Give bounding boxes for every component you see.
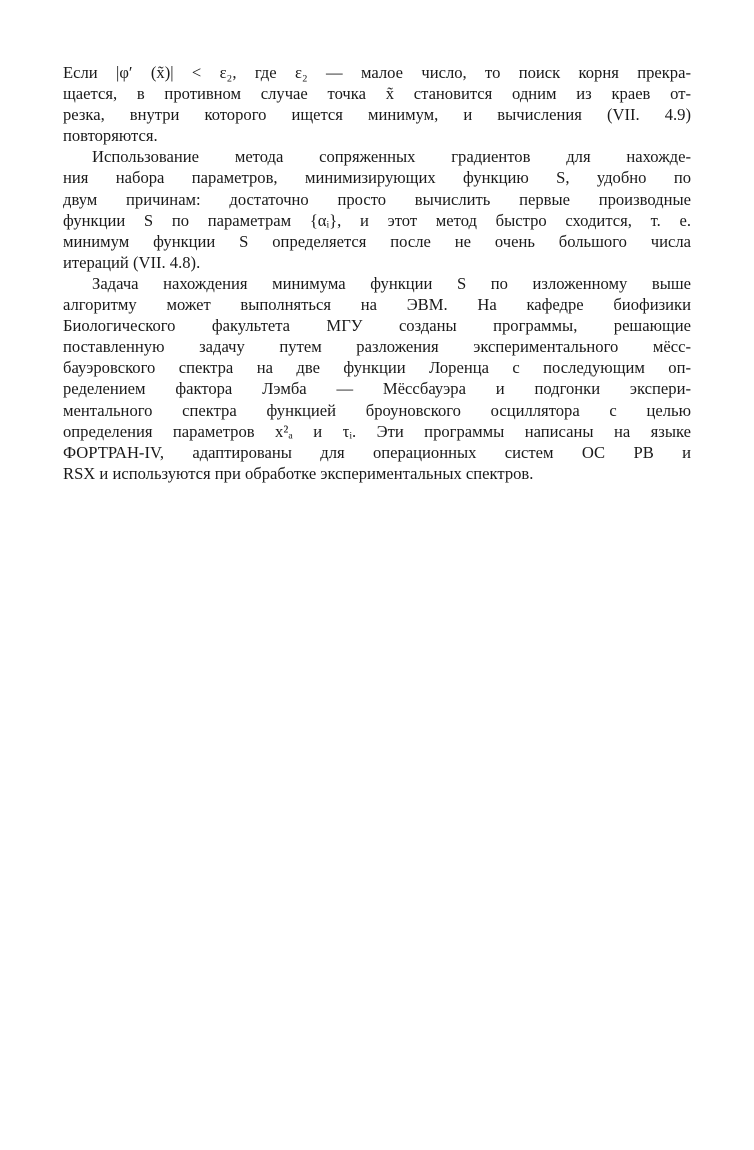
text-line: RSX и используются при обработке экспериментальных спектров. xyxy=(63,463,534,483)
text-line: Использование метода сопряженных градиентов для нахожде- xyxy=(92,147,691,167)
text-line: ментального спектра функцией броуновского осциллятора с целью xyxy=(63,400,691,420)
text-line: функции S по параметрам {αᵢ}, и этот метод быстро сходится, т. е. xyxy=(63,210,691,230)
paragraph-3 xyxy=(63,273,691,484)
text-line: ределением фактора Лэмба — Мёссбауэра и подгонки экспери- xyxy=(63,379,691,399)
text-line: Биологического факультета МГУ созданы программы, решающие xyxy=(63,316,691,336)
paragraph-2 xyxy=(63,146,691,273)
paragraph-1 xyxy=(63,62,691,146)
text-line: алгоритму может выполняться на ЭВМ. На кафедре биофизики xyxy=(63,295,691,315)
text-line: повторяются. xyxy=(63,126,158,146)
text-line: бауэровского спектра на две функции Лоренца с последующим оп- xyxy=(63,358,691,378)
body-text xyxy=(63,62,691,484)
text-line: поставленную задачу путем разложения экспериментального мёсс- xyxy=(63,337,691,357)
text-line: двум причинам: достаточно просто вычислить первые производные xyxy=(63,189,691,209)
text-line: Задача нахождения минимума функции S по изложенному выше xyxy=(92,273,691,293)
text-line: итераций (VII. 4.8). xyxy=(63,252,201,272)
text-line: определения параметров x²ₐ и τᵢ. Эти программы написаны на языке xyxy=(63,421,691,441)
text-line: ния набора параметров, минимизирующих функцию S, удобно по xyxy=(63,168,691,188)
text-line: минимум функции S определяется после не очень большого числа xyxy=(63,231,691,251)
text-line: Если |φ′ (x̃)| < ε₂, где ε₂ — малое число, то поиск корня прекра- xyxy=(63,63,691,82)
text-line: ФОРТРАН-IV, адаптированы для операционных систем ОС РВ и xyxy=(63,442,691,462)
text-line: резка, внутри которого ищется минимум, и вычисления (VII. 4.9) xyxy=(63,105,691,125)
text-line: щается, в противном случае точка x̃ становится одним из краев от- xyxy=(63,84,691,104)
